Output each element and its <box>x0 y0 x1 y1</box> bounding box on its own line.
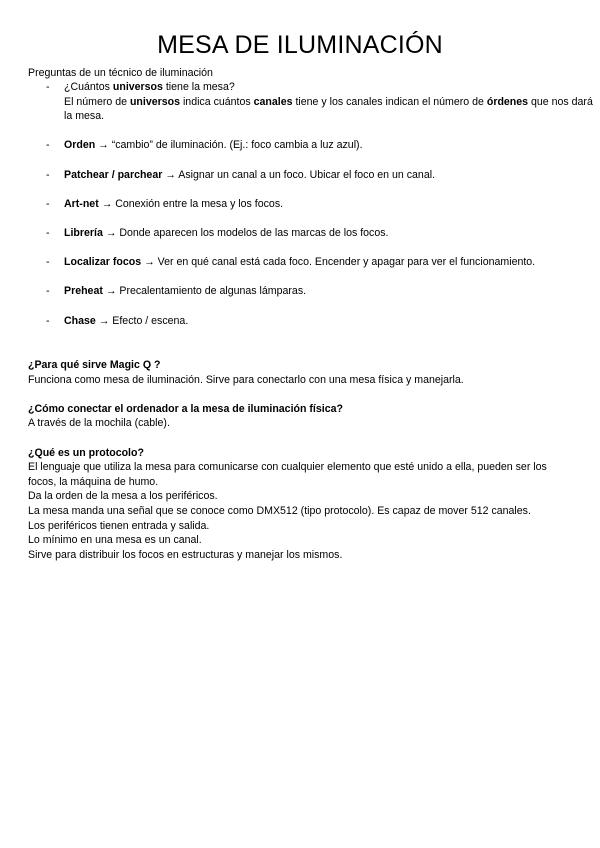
bullet-dash: - <box>46 81 50 93</box>
term-definition: Conexión entre la mesa y los focos. <box>115 197 284 210</box>
list-item-universos <box>0 80 600 124</box>
section-protocolo <box>28 446 576 563</box>
section-question: ¿Cómo conectar el ordenador a la mesa de iluminación física? <box>28 402 343 415</box>
term-definition: Precalentamiento de algunas lámparas. <box>119 285 307 298</box>
qa-sections <box>28 358 576 577</box>
term-definition: Donde aparecen los modelos de las marcas de los focos. <box>119 226 389 239</box>
term-definition: Asignar un canal a un foco. Ubicar el foco en un canal. <box>178 168 436 181</box>
term-definition: “cambio” de iluminación. (Ej.: foco cambia a luz azul). <box>111 139 363 152</box>
bullet-dash: - <box>46 314 50 327</box>
arrow-icon: → <box>98 139 109 152</box>
list-item-orden <box>0 138 600 153</box>
bullet-dash: - <box>46 139 50 152</box>
list-item-libreria <box>0 226 600 241</box>
section-line: La mesa manda una señal que se conoce como DMX512 (tipo protocolo). Es capaz de mover 512 canales. <box>28 504 531 517</box>
list-item-preheat <box>0 284 600 299</box>
list-item-localizar <box>0 255 600 270</box>
list-item-artnet <box>0 197 600 212</box>
arrow-icon: → <box>101 197 113 210</box>
term-label: Librería <box>64 226 103 239</box>
term-label: Chase <box>64 314 96 327</box>
section-line: A través de la mochila (cable). <box>28 417 170 430</box>
arrow-icon: → <box>105 285 117 298</box>
arrow-icon: → <box>144 256 155 269</box>
list-item-chase <box>0 314 600 329</box>
term-definition: Efecto / escena. <box>112 314 189 327</box>
section-line: Los periféricos tienen entrada y salida. <box>28 519 210 532</box>
section-question: ¿Para qué sirve Magic Q ? <box>28 359 161 371</box>
section-line: El lenguaje que utiliza la mesa para comunicarse con cualquier elemento que esté unido a ella, pueden ser los focos, la máquina de humo. <box>28 461 547 488</box>
term-label: Patchear / parchear <box>64 168 163 181</box>
arrow-icon: → <box>165 168 176 181</box>
page-title: MESA DE ILUMINACIÓN <box>157 31 443 59</box>
intro-text: Preguntas de un técnico de iluminación <box>28 67 213 79</box>
section-question: ¿Qué es un protocolo? <box>28 446 144 459</box>
section-line: Funciona como mesa de iluminación. Sirve para conectarlo con una mesa física y manejarla. <box>28 373 464 386</box>
list-item-patchear <box>0 168 600 183</box>
term-label: Orden <box>64 139 96 152</box>
term-label: Art-net <box>64 197 99 210</box>
bullet-dash: - <box>46 285 50 298</box>
bullet-dash: - <box>46 168 50 181</box>
section-conectar-ordenador <box>28 402 576 431</box>
arrow-icon: → <box>105 226 117 239</box>
section-magic-q <box>28 358 576 387</box>
terms-list <box>0 80 600 343</box>
term-definition: Ver en qué canal está cada foco. Encender y apagar para ver el funcionamiento. <box>157 256 536 269</box>
bullet-dash: - <box>46 197 50 210</box>
bullet-dash: - <box>46 226 50 239</box>
term-label: Preheat <box>64 285 103 298</box>
section-line: Sirve para distribuir los focos en estructuras y manejar los mismos. <box>28 548 343 561</box>
term-label: Localizar focos <box>64 256 142 269</box>
bullet-dash: - <box>46 256 50 269</box>
answer-universos: El número de universos indica cuántos canales tiene y los canales indican el número de órdenes que nos dará la mesa. <box>64 95 593 123</box>
section-line: Lo mínimo en una mesa es un canal. <box>28 534 202 547</box>
question-universos: ¿Cuántos universos tiene la mesa? <box>64 81 235 93</box>
arrow-icon: → <box>98 314 110 327</box>
section-line: Da la orden de la mesa a los periféricos. <box>28 490 218 503</box>
